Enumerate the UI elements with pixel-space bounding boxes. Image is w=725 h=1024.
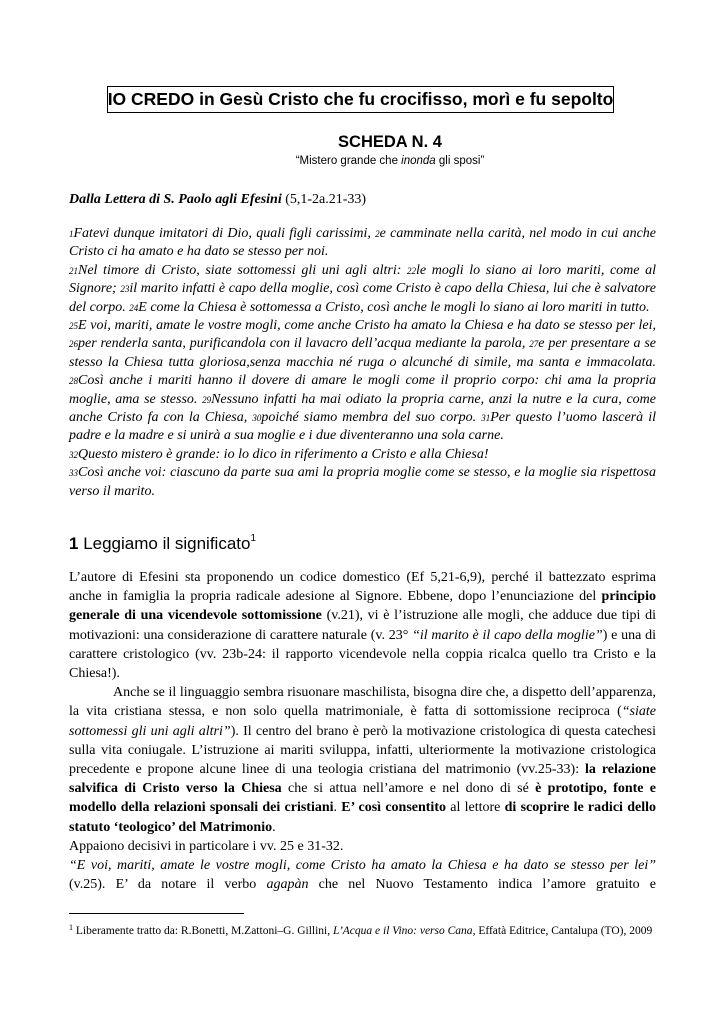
title-text: IO CREDO in Gesù Cristo che fu crocifisso, morì e fu sepolto [107,89,614,109]
verse-text: Nel timore di Cristo, siate sottomessi gli uni agli altri: [78,262,408,278]
bold-run: principio generale di una vicendevole sottomissione [69,589,656,624]
verse-number: 32 [69,449,78,460]
italic-run: “il marito è il capo della moglie” [412,627,603,643]
text-run: che si attua nell’amore e nel dono di sé [281,781,536,797]
verse-number: 25 [69,321,78,332]
scripture-passage [69,225,656,501]
footnote-reference: 1 [250,533,257,544]
verse-number: 30 [252,413,262,424]
italic-run: “E voi, mariti, amate le vostre mogli, come Cristo ha amato la Chiesa e ha dato se stesso per lei” [69,858,656,874]
text-run: L’autore di Efesini sta proponendo un codice domestico (Ef 5,21-6,9), perché il battezzato esprima anche in famiglia la propria radicale adesione al Signore. Ebbene, dopo l’enunciazione del [69,570,656,605]
text-run: . [272,819,276,835]
verse-number: 28 [69,376,78,387]
text-run: ). Il centro del brano è però la motivazione cristologica di questa catechesi sulla vita coniugale. L’istruzione ai mariti sviluppa, infatti, ulteriormente la motivazione cristologica precedente e propone alcune linee di una teologia cristiana del matrimonio (vv.25-33): [69,723,656,778]
text-run: (v.25). E’ da notare il verbo [69,877,267,893]
paragraph: Appaiono decisivi in particolare i vv. 25 e 31-32. [69,838,344,854]
verse-number: 23 [120,284,130,295]
paragraph [69,683,656,837]
footnote-number: 1 [69,923,73,932]
footnote-text-end: , Effatà Editrice, Cantalupa (TO), 2009 [472,925,653,937]
verse-number: 24 [129,302,139,313]
text-run: ) e una di carattere cristologico (vv. 23b-24: il rapporto vicendevole nella coppia ricalca quello tra Cristo e la Chiesa!). [69,627,656,682]
verse-text: e per presentare a se stesso la Chiesa tutta gloriosa,senza macchia né ruga o alcunché di simile, ma santa e immacolata. [69,336,656,370]
verse-number: 2 [375,229,380,239]
bold-run: di scoprire le radici dello statuto ‘teologico’ del Matrimonio [69,800,656,835]
document-title [107,86,614,113]
source-reference: (5,1-2a.21-33) [281,192,367,207]
section-number: 1 [69,534,79,553]
body-text [69,568,656,894]
verse-number: 22 [407,265,417,276]
verse-text: Così anche voi: ciascuno da parte sua ami la propria moglie come se stesso, e la moglie sia rispettosa verso il marito. [69,465,656,499]
subtitle-text-end: gli sposi” [435,155,485,167]
italic-run: agapàn [266,877,309,893]
verse-text: per renderla santa, purificandola con il lavacro dell’acqua mediante la parola, [78,336,530,352]
verse-text: Nessuno infatti ha mai odiato la propria carne, anzi la nutre e la cura, come anche Cristo fa con la Chiesa, [69,391,656,426]
verse-text: E come la Chiesa è sottomessa a Cristo, così anche le mogli lo siano ai loro mariti in tutto. [138,299,650,315]
verse-number: 33 [69,468,78,479]
scheda-heading: SCHEDA N. 4 [338,133,442,151]
footnote [69,919,656,940]
text-run: al lettore [445,800,505,816]
verse-text: le mogli lo siano ai loro mariti, come al Signore; [69,262,656,297]
verse-number: 29 [202,394,212,405]
footnote-separator [69,913,244,914]
verse-text: Per questo l’uomo lascerà il padre e la madre e si unirà a sua moglie e i due diventeranno una sola carne. [69,410,656,444]
verse-text: E voi, mariti, amate le vostre mogli, come anche Cristo ha amato la Chiesa e ha dato se stesso per lei, [78,318,656,334]
verse-text: Così anche i mariti hanno il dovere di amare le mogli come il proprio corpo: chi ama la propria moglie, ama se stesso. [69,373,656,407]
section-title: Leggiamo il significato [78,534,251,553]
verse-text: poiché siamo membra del suo corpo. [261,410,482,426]
verse-text: e camminate nella carità, nel modo in cui anche Cristo ci ha amato e ha dato se stesso per noi. [69,226,656,260]
bold-run: è prototipo, fonte e modello della relazioni sponsali dei cristiani [69,781,656,816]
verse-text: il marito infatti è capo della moglie, così come Cristo è capo della Chiesa, lui che è salvatore del corpo. [69,281,656,315]
verse-text: Questo mistero è grande: io lo dico in riferimento a Cristo e alla Chiesa! [78,446,489,462]
paragraph [69,568,656,683]
scheda-subtitle [0,155,725,167]
italic-run: “siate sottomessi gli uni agli altri” [69,704,656,739]
section-heading [69,533,256,554]
verse-text: Fatevi dunque imitatori di Dio, quali figli carissimi, [73,226,376,241]
verse-number: 26 [69,339,78,350]
footnote-book-title: L’Acqua e il Vino: verso Cana [332,925,473,937]
bold-run: E’ così consentito [341,800,446,816]
verse-number: 21 [69,265,78,276]
subtitle-text: “Mistero grande che [295,155,402,167]
text-run: . [333,800,342,816]
text-run: (v.21), vi è l’istruzione alle mogli, che adduce due tipi di motivazioni: una considerazione di carattere naturale (v. 23° [69,608,656,643]
scripture-source [69,192,659,208]
bold-run: la relazione salvifica di Cristo verso la Chiesa [69,762,656,797]
verse-number: 27 [529,339,539,350]
paragraph [69,856,656,894]
text-run: Anche se il linguaggio sembra risuonare maschilista, bisogna dire che, a dispetto dell’apparenza, la vita cristiana stessa, e non solo quella matrimoniale, è fatta di sottomissione reciproca ( [69,685,656,720]
text-run: che nel Nuovo Testamento indica l’amore gratuito e [308,877,656,893]
source-label: Dalla Lettera di S. Paolo agli Efesini [69,192,282,207]
footnote-text: Liberamente tratto da: R.Bonetti, M.Zattoni–G. Gillini, [73,925,333,937]
verse-number: 31 [481,413,491,424]
subtitle-emphasis: inonda [401,155,436,167]
verse-number: 1 [69,229,74,239]
